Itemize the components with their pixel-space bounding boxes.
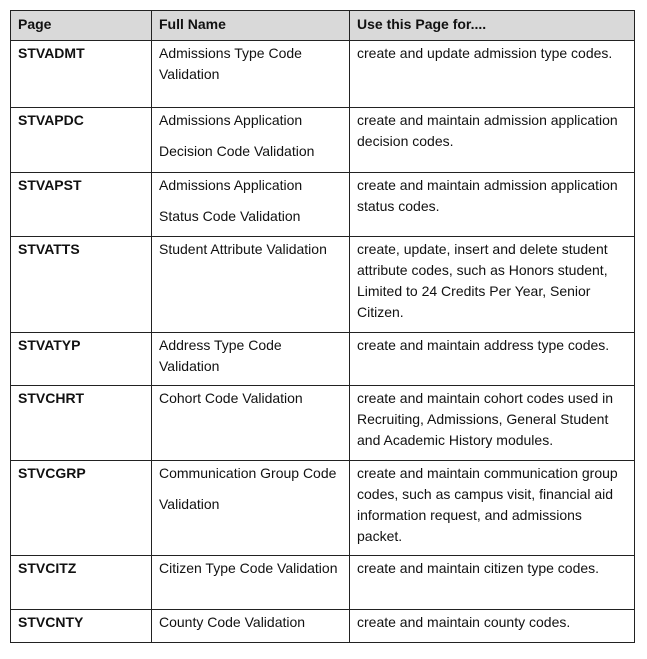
table-row <box>11 461 635 556</box>
full-name-line: Status Code Validation <box>159 208 301 224</box>
full-name <box>152 610 350 643</box>
table-row <box>11 237 635 333</box>
header-full-name: Full Name <box>152 11 350 41</box>
full-name-line: Citizen Type Code Validation <box>159 560 338 576</box>
use-description: create, update, insert and delete student attribute codes, such as Honors student, Limited to 24 Credits Per Year, Senior Citizen. <box>350 237 635 333</box>
page-code: STVATYP <box>11 333 152 386</box>
table-row <box>11 173 635 237</box>
full-name-line: Decision Code Validation <box>159 143 315 159</box>
table-row <box>11 333 635 386</box>
header-page: Page <box>11 11 152 41</box>
full-name-line: Cohort Code Validation <box>159 390 303 406</box>
table-row <box>11 386 635 461</box>
use-description: create and update admission type codes. <box>350 41 635 108</box>
page-code: STVCHRT <box>11 386 152 461</box>
use-description: create and maintain cohort codes used in Recruiting, Admissions, General Student and Academic History modules. <box>350 386 635 461</box>
header-use-for: Use this Page for.... <box>350 11 635 41</box>
full-name <box>152 41 350 108</box>
full-name-line: Student Attribute Validation <box>159 241 327 257</box>
full-name-line: Address Type Code Validation <box>159 337 282 374</box>
full-name <box>152 333 350 386</box>
full-name <box>152 556 350 610</box>
table-row <box>11 610 635 643</box>
page-code: STVCNTY <box>11 610 152 643</box>
page-code: STVATTS <box>11 237 152 333</box>
page-code: STVCGRP <box>11 461 152 556</box>
full-name-line: County Code Validation <box>159 614 306 630</box>
table-row <box>11 556 635 610</box>
full-name <box>152 386 350 461</box>
full-name-line: Communication Group Code <box>159 465 337 481</box>
use-description: create and maintain address type codes. <box>350 333 635 386</box>
full-name-line: Validation <box>159 496 220 512</box>
page-code: STVCITZ <box>11 556 152 610</box>
full-name <box>152 461 350 556</box>
full-name <box>152 108 350 173</box>
use-description: create and maintain county codes. <box>350 610 635 643</box>
full-name-line: Admissions Type Code Validation <box>159 45 302 82</box>
table-row <box>11 108 635 173</box>
page-code: STVADMT <box>11 41 152 108</box>
full-name-line: Admissions Application <box>159 112 303 128</box>
use-description: create and maintain admission application decision codes. <box>350 108 635 173</box>
page-code: STVAPST <box>11 173 152 237</box>
validation-pages-table <box>10 10 635 643</box>
full-name <box>152 173 350 237</box>
full-name-line: Admissions Application <box>159 177 303 193</box>
full-name <box>152 237 350 333</box>
table-header-row <box>11 11 635 41</box>
use-description: create and maintain admission application status codes. <box>350 173 635 237</box>
table-row <box>11 41 635 108</box>
use-description: create and maintain communication group codes, such as campus visit, financial aid information request, and admissions packet. <box>350 461 635 556</box>
use-description: create and maintain citizen type codes. <box>350 556 635 610</box>
page-code: STVAPDC <box>11 108 152 173</box>
